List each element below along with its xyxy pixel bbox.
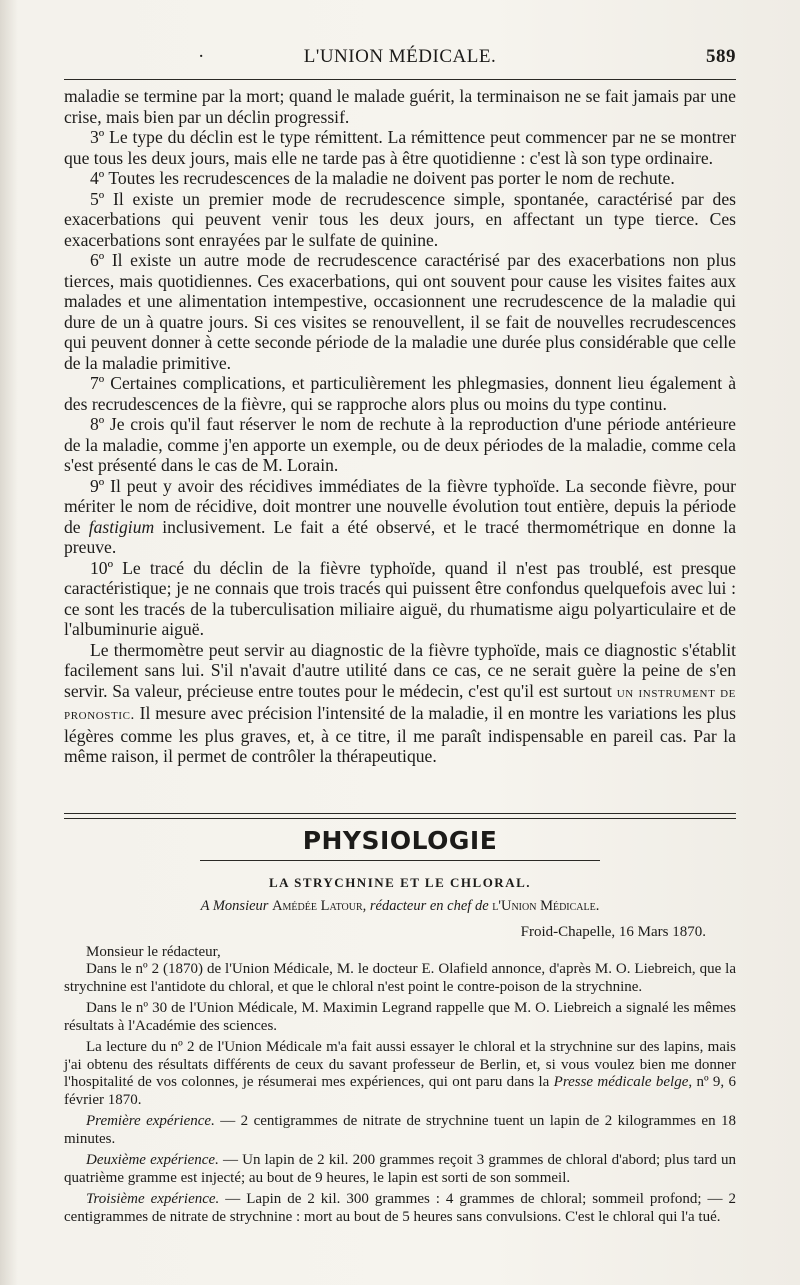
paragraph-9: [64, 476, 736, 558]
conclusion-caps: un instrument de pronostic.: [64, 684, 736, 723]
paragraph-6: 6º Il existe un autre mode de recrudescence caractérisé par des exacerbations non plus tierces, mais quotidiennes. Ces exacerbations, qui ont souvent pour cause les visites faites aux malades et une alimentation intempestive, occasionnent une recrudescence de la maladie qui dure de un à quatre jours. Si ces visites se renouvellent, il se fait de nouvelles recrudescences qui peuvent donner à cette seconde période de la maladie une durée plus considérable que celle de la maladie primitive.: [64, 250, 736, 373]
article-title: LA STRYCHNINE ET LE CHLORAL.: [269, 875, 531, 890]
section-title: PHYSIOLOGIE: [302, 826, 498, 855]
paragraph-4: 4º Toutes les recrudescences de la maladie ne doivent pas porter le nom de rechute.: [90, 168, 675, 188]
paragraph-7: 7º Certaines complications, et particulièrement les phlegmasies, donnent lieu également à des recrudescences de la fièvre, qui se rapproche alors plus ou moins du type continu.: [64, 373, 736, 414]
experiment-3-text: — Lapin de 2 kil. 300 grammes : 4 grammes de chloral; sommeil profond; — 2 centigrammes de nitrate de strychnine : mort au bout de 5 heures sans convulsions. C'est le chloral qui l'a tué.: [64, 1191, 736, 1225]
experiment-2: [64, 1152, 736, 1187]
dedication-journal: l'Union Médicale.: [492, 898, 600, 914]
running-header: [64, 46, 736, 74]
section-divider: [64, 813, 736, 819]
conclusion-tail: Il mesure avec précision l'intensité de la maladie, il en montre les variations les plus légères comme les plus graves, et, à ce titre, il me paraît indispensable en pareil cas. Par la même raison, il permet de contrôler la thérapeutique.: [64, 703, 736, 766]
paragraph-9-tail: inclusivement. Le fait a été observé, et le tracé thermométrique en donne la preuve.: [64, 516, 737, 557]
header-dot: ·: [198, 46, 205, 67]
experiment-2-label: Deuxième expérience.: [86, 1152, 219, 1168]
letter-paragraph-2: Dans le nº 30 de l'Union Médicale, M. Maximin Legrand rappelle que M. O. Liebreich a signalé les mêmes résultats à l'Académie des sciences.: [64, 1000, 736, 1034]
journal-title: L'UNION MÉDICALE.: [303, 46, 497, 67]
paragraph-continuation: maladie se termine par la mort; quand le malade guérit, la terminaison ne se fait jamais par une crise, mais bien par un déclin progressif.: [64, 86, 736, 127]
paragraph-8: 8º Je crois qu'il faut réserver le nom de rechute à la reproduction d'une période antérieure de la maladie, comme j'en apporte un exemple, ou de deux périodes de la maladie, comme cela s'est présenté dans le cas de M. Lorain.: [64, 414, 736, 475]
letter-paragraph-3-text: La lecture du nº 2 de l'Union Médicale m'a fait aussi essayer le chloral et la strychnine sur des lapins, mais j'ai obtenu des résultats différents de ceux du savant professeur de Berlin, et, si vous voulez bien me donner l'hospitalité de vos colonnes, je résumerai mes expériences, qui ont paru dans la: [64, 1039, 736, 1090]
conclusion-text: Le thermomètre peut servir au diagnostic de la fièvre typhoïde, mais ce diagnostic s'établit facilement sans lui. S'il n'avait d'autre utilité dans ce cas, ce ne serait guère la peine de s'en servir. Sa valeur, précieuse entre toutes pour le médecin, c'est qu'il est surtout: [64, 639, 736, 701]
paragraph-9-text: 9º Il peut y avoir des récidives immédiates de la fièvre typhoïde. La seconde fièvre, pour mériter le nom de récidive, doit montrer une nouvelle évolution tout entière, depuis la période de: [64, 475, 736, 537]
experiment-1: [64, 1113, 736, 1148]
paragraph-5: 5º Il existe un premier mode de recrudescence simple, spontanée, caractérisé par des exacerbations qui peuvent venir tous les deux jours, en affectant un type tierce. Ces exacerbations sont enrayées par le sulfate de quinine.: [64, 188, 736, 250]
page-number: 589: [706, 46, 736, 67]
experiment-1-label: Première expérience.: [86, 1113, 215, 1129]
paragraph-10: 10º Le tracé du déclin de la fièvre typhoïde, quand il n'est pas troublé, est presque caractéristique; je ne connais que trois tracés qui puissent être confondus quelquefois avec lui : ce sont les tracés de la tuberculisation miliaire aiguë, du rhumatisme aigu polyarticulaire et de l'albuminurie aiguë.: [64, 557, 736, 639]
dedication-prefix: A Monsieur: [200, 898, 269, 914]
dedication: [64, 898, 736, 915]
letter-paragraph-3: [64, 1039, 736, 1109]
experiment-1-text: — 2 centigrammes de nitrate de strychnine tuent un lapin de 2 kilogrammes en 18 minutes.: [64, 1113, 736, 1147]
letter-paragraph-3-tail: , nº 9, 6 février 1870.: [64, 1074, 737, 1108]
letter: [64, 924, 736, 1226]
letter-date: Froid-Chapelle, 16 Mars 1870.: [520, 924, 706, 940]
experiment-3: [64, 1191, 736, 1226]
paragraph-conclusion: [64, 640, 736, 767]
header-rule: [64, 79, 736, 80]
letter-paragraph-1: Dans le nº 2 (1870) de l'Union Médicale, M. le docteur E. Olafield annonce, d'après M. O. Liebreich, que la strychnine est l'antidote du chloral, et que le chloral n'est point le contre-poison de la strychnine.: [64, 961, 736, 995]
letter-salutation: Monsieur le rédacteur,: [86, 943, 221, 960]
dedication-role: , rédacteur en chef de: [362, 898, 489, 914]
dedication-name: Amédée Latour: [272, 898, 363, 914]
experiment-3-label: Troisième expérience.: [86, 1191, 220, 1207]
section-title-rule: [200, 860, 600, 861]
letter-paragraph-3-italic: Presse médicale belge: [553, 1074, 689, 1090]
article-body: [64, 86, 736, 767]
paragraph-9-italic: fastigium: [88, 516, 155, 537]
experiment-2-text: — Un lapin de 2 kil. 200 grammes reçoit 3 grammes de chloral d'abord; plus tard un quatrième gramme est injecté; au bout de 9 heures, le lapin est sorti de son sommeil.: [64, 1152, 736, 1186]
paragraph-3: 3º Le type du déclin est le type rémittent. La rémittence peut commencer par ne se montrer que tous les deux jours, mais elle ne tarde pas à être quotidienne : c'est là son type ordinaire.: [64, 127, 736, 168]
